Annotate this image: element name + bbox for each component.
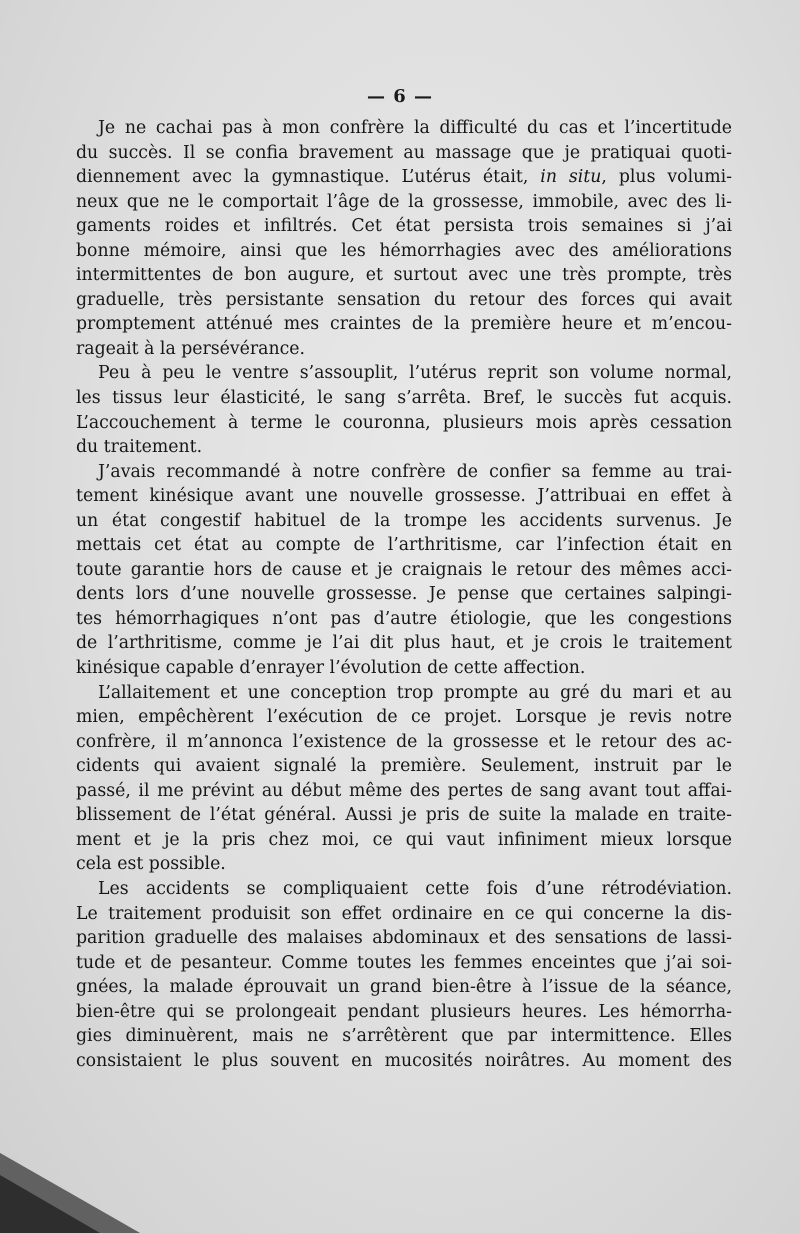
text-line: neux que ne le comportait l’âge de la grossesse, immobile, avec des li-	[76, 191, 732, 212]
text-line: bien-être qui se prolongeait pendant plusieurs heures. Les hémorrha-	[76, 1001, 732, 1022]
text-line: J’avais recommandé à notre confrère de confier sa femme au trai-	[98, 461, 732, 482]
text-line: Peu à peu le ventre s’assouplit, l’utérus reprit son volume normal,	[98, 363, 732, 384]
text-line: un état congestif habituel de la trompe les accidents survenus. Je	[76, 510, 732, 531]
text-line: kinésique capable d’enrayer l’évolution de cette affection.	[76, 658, 586, 679]
text-segment: , plus volumi-	[601, 167, 732, 188]
text-line: blissement de l’état général. Aussi je pris de suite la malade en traite-	[76, 805, 732, 826]
text-line: cidents qui avaient signalé la première. Seulement, instruit par le	[76, 756, 732, 777]
text-line: les tissus leur élasticité, le sang s’arrêta. Bref, le succès fut acquis.	[76, 388, 732, 409]
text-line: mettais cet état au compte de l’arthritisme, car l’infection était en	[76, 535, 732, 556]
italic-phrase: in situ	[540, 167, 602, 188]
text-line: gaments roides et infiltrés. Cet état persista trois semaines si j’ai	[76, 216, 732, 237]
page-corner-fold	[0, 1113, 140, 1233]
text-line: tement kinésique avant une nouvelle grossesse. J’attribuai en effet à	[76, 486, 732, 507]
text-segment: diennement avec la gymnastique. L’utérus était,	[76, 167, 541, 188]
text-line: consistaient le plus souvent en mucosités noirâtres. Au moment des	[76, 1050, 732, 1071]
text-line: L’allaitement et une conception trop prompte au gré du mari et au	[98, 682, 732, 703]
text-line: promptement atténué mes craintes de la première heure et m’encou-	[76, 314, 732, 335]
text-line: intermittentes de bon augure, et surtout avec une très prompte, très	[76, 265, 732, 286]
body-text	[76, 116, 732, 1073]
text-line: Le traitement produisit son effet ordinaire en ce qui concerne la dis-	[76, 903, 732, 924]
text-line: confrère, il m’annonca l’existence de la grossesse et le retour des ac-	[76, 731, 732, 752]
text-line: Les accidents se compliquaient cette fois d’une rétrodéviation.	[98, 878, 732, 899]
text-line: tude et de pesanteur. Comme toutes les femmes enceintes que j’ai soi-	[76, 952, 732, 973]
text-line: passé, il me prévint au début même des pertes de sang avant tout affai-	[76, 780, 732, 801]
text-line: dents lors d’une nouvelle grossesse. Je pense que certaines salpingi-	[76, 584, 732, 605]
text-line: parition graduelle des malaises abdominaux et des sensations de lassi-	[76, 928, 732, 949]
text-line: L’accouchement à terme le couronna, plusieurs mois après cessation	[76, 412, 732, 433]
text-line: bonne mémoire, ainsi que les hémorrhagies avec des améliorations	[76, 240, 732, 261]
text-line: ment et je la pris chez moi, ce qui vaut infiniment mieux lorsque	[76, 829, 732, 850]
text-line: cela est possible.	[76, 854, 226, 875]
page-number: — 6 —	[366, 86, 434, 107]
text-line: graduelle, très persistante sensation du retour des forces qui avait	[76, 289, 732, 310]
text-line: du traitement.	[76, 437, 203, 458]
text-line: tes hémorrhagiques n’ont pas d’autre étiologie, que les congestions	[76, 608, 732, 629]
text-line: gies diminuèrent, mais ne s’arrêtèrent que par intermittence. Elles	[76, 1026, 732, 1047]
text-line: gnées, la malade éprouvait un grand bien-être à l’issue de la séance,	[76, 977, 732, 998]
text-line: du succès. Il se confia bravement au massage que je pratiquai quoti-	[76, 142, 732, 163]
text-line	[76, 165, 732, 190]
text-line: toute garantie hors de cause et je craignais le retour des mêmes acci-	[76, 559, 732, 580]
text-line: Je ne cachai pas à mon confrère la difficulté du cas et l’incertitude	[98, 118, 732, 138]
text-line: de l’arthritisme, comme je l’ai dit plus haut, et je crois le traitement	[76, 633, 732, 654]
text-line: mien, empêchèrent l’exécution de ce projet. Lorsque je revis notre	[76, 707, 732, 728]
text-line: rageait à la persévérance.	[76, 338, 305, 359]
